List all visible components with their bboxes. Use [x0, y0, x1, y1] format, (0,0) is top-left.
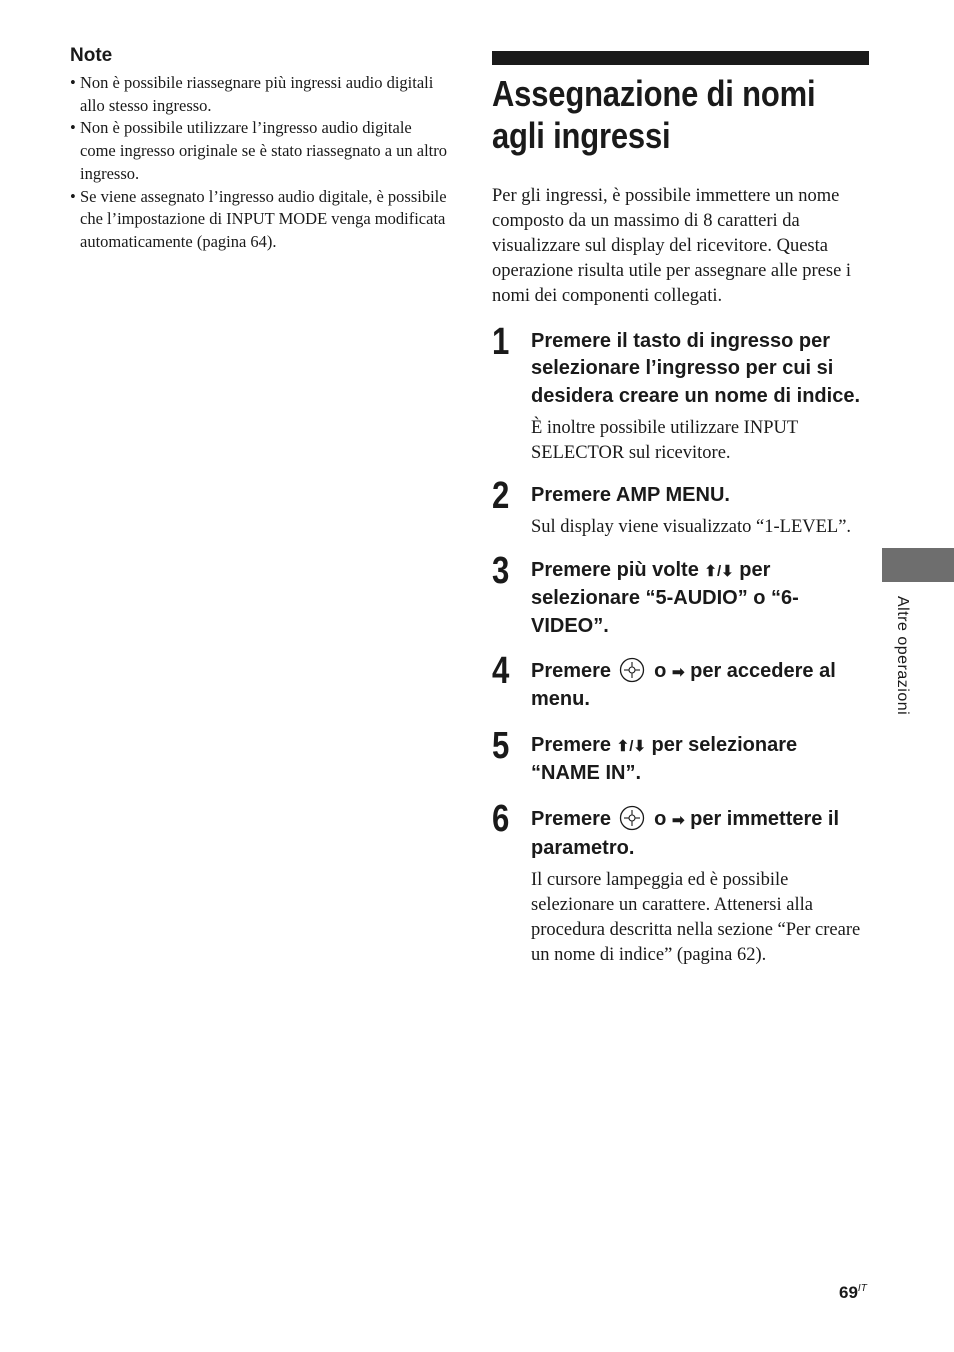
enter-button-icon [619, 657, 645, 683]
step-2 [492, 474, 870, 540]
step-text: per selezionare “NAME IN”. [531, 733, 798, 784]
step-heading [531, 805, 870, 862]
up-down-arrow-icon: ⬆/⬇ [704, 563, 734, 581]
page-number [839, 1283, 867, 1303]
step-text: per accedere al menu. [531, 660, 836, 711]
note-text: Non è possibile utilizzare l’ingresso audio digitale come ingresso originale se è stato riassegnato a un altro ingresso. [80, 118, 448, 183]
step-number: 6 [492, 798, 510, 841]
step-text: Premere [531, 660, 617, 683]
note-text: Se viene assegnato l’ingresso audio digitale, è possibile che l’impostazione di INPUT MODE venga modificata automaticamente (pagina 64). [80, 186, 447, 251]
page-language-suffix: IT [857, 1283, 867, 1294]
main-section [492, 51, 870, 968]
up-down-arrow-icon: ⬆/⬇ [616, 737, 646, 755]
step-heading [531, 657, 870, 714]
title-rule [492, 51, 869, 65]
bullet-icon: • [70, 118, 76, 138]
bullet-icon: • [70, 73, 76, 92]
step-text: o [648, 808, 672, 831]
step-3 [492, 550, 870, 640]
note-item [70, 72, 450, 117]
step-heading [531, 732, 870, 788]
step-6 [492, 798, 870, 968]
right-arrow-icon: ➡ [671, 812, 685, 830]
step-number: 5 [492, 724, 510, 767]
title-line-1: Assegnazione di nomi [492, 73, 816, 114]
notes-heading: Note [70, 45, 113, 66]
step-text: Premere più volte [531, 559, 705, 582]
chapter-label: Altre operazioni [894, 596, 911, 716]
step-number: 3 [492, 550, 510, 593]
notes-section [70, 44, 450, 254]
step-heading [531, 557, 870, 640]
page-number-value: 69 [839, 1283, 858, 1302]
step-number: 4 [492, 650, 510, 693]
step-text: per selezionare “5-AUDIO” o “6-VIDEO”. [531, 559, 799, 637]
title-line-2: agli ingressi [492, 115, 671, 156]
chapter-tab [882, 548, 954, 582]
right-arrow-icon: ➡ [671, 664, 685, 682]
step-number: 2 [492, 474, 510, 517]
step-body: Sul display viene visualizzato “1-LEVEL”. [531, 517, 852, 538]
step-heading: Premere AMP MENU. [531, 483, 730, 506]
note-text: Non è possibile riassegnare più ingressi audio digitali allo stesso ingresso. [80, 73, 434, 115]
note-item [70, 117, 450, 185]
note-item [70, 186, 450, 254]
section-title [492, 73, 870, 157]
step-5 [492, 724, 870, 788]
step-heading: Premere il tasto di ingresso per selezionare l’ingresso per cui si desidera creare un nome di indice. [531, 330, 861, 407]
step-text: o [648, 660, 672, 683]
bullet-icon: • [70, 186, 76, 206]
step-4 [492, 650, 870, 714]
intro-paragraph: Per gli ingressi, è possibile immettere un nome composto da un massimo di 8 caratteri da visualizzare sul display del ricevitore. Questa operazione risulta utile per assegnare alle prese i nomi dei componenti collegati. [492, 186, 852, 306]
step-text: Premere [531, 808, 617, 831]
step-text: per immettere il parametro. [531, 808, 840, 859]
step-text: Premere [531, 733, 617, 756]
step-body: Il cursore lampeggia ed è possibile selezionare un carattere. Attenersi alla procedura descritta nella sezione “Per creare un nome di indice” (pagina 62). [531, 869, 861, 965]
step-number: 1 [492, 321, 510, 363]
step-1 [492, 321, 870, 466]
enter-button-icon [619, 805, 645, 831]
step-body: È inoltre possibile utilizzare INPUT SELECTOR sul ricevitore. [531, 417, 798, 463]
